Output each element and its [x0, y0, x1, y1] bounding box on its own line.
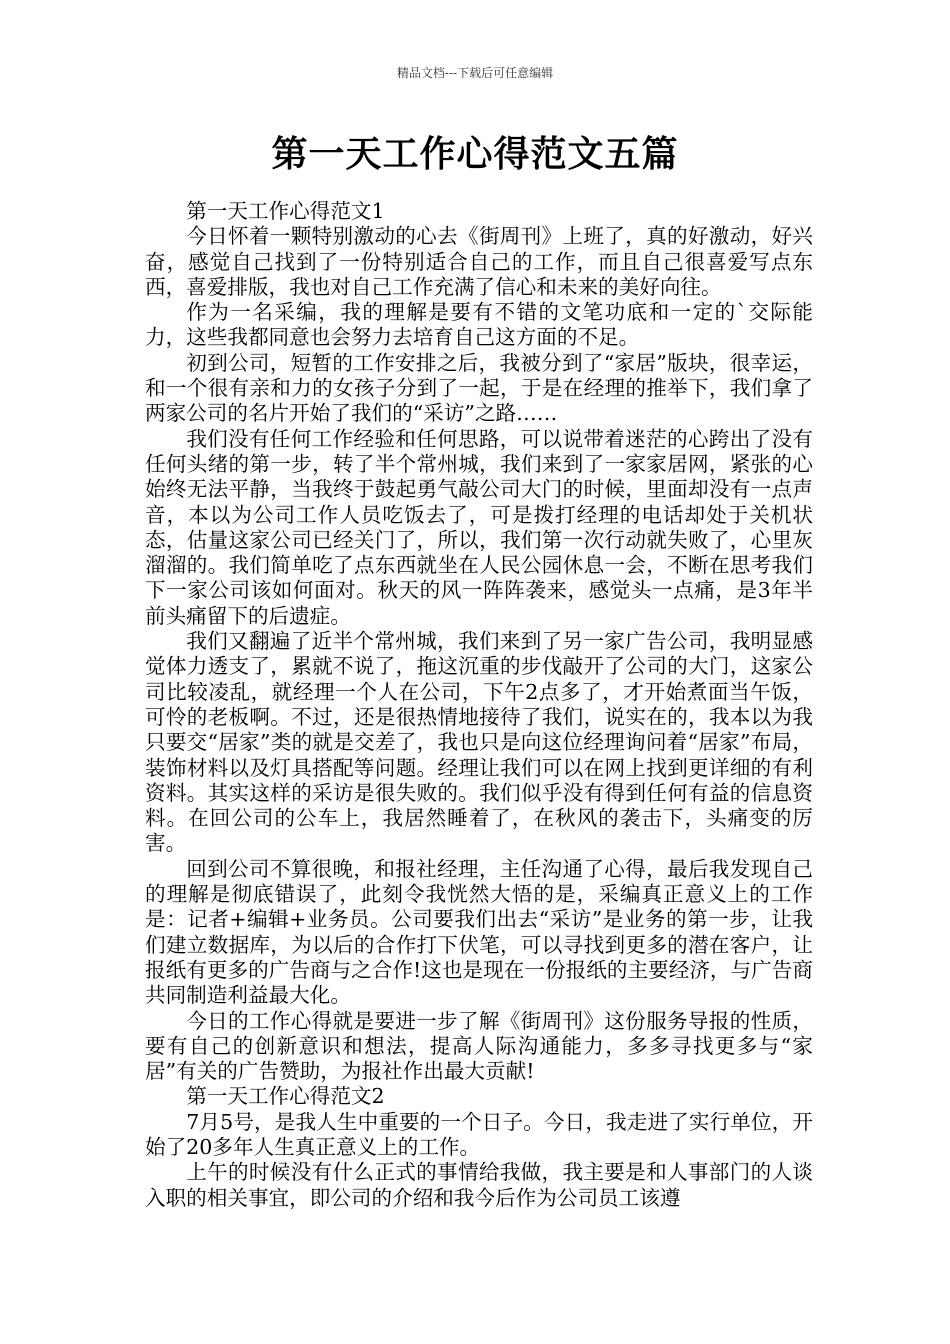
header-note: 精品文档---下载后可任意编辑 [396, 66, 554, 80]
paragraph: 回到公司不算很晚，和报社经理，主任沟通了心得，最后我发现自己的理解是彻底错误了，此刻令我恍然大悟的是，采编真正意义上的工作是：记者+编辑+业务员。公司要我们出去“采访”是业务的第一步，让我们建立数据库，为以后的合作打下伏笔，可以寻找到更多的潜在客户，让报纸有更多的广告商与之合作!这也是现在一份报纸的主要经济，与广告商共同制造利益最大化。 [145, 856, 813, 1008]
section-heading: 第一天工作心得范文2 [186, 1084, 385, 1109]
paragraph: 今日的工作心得就是要进一步了解《街周刊》这份服务导报的性质，要有自己的创新意识和想法，提高人际沟通能力，多多寻找更多与“家居”有关的广告赞助，为报社作出最大贡献! [145, 1008, 813, 1084]
paragraph: 我们没有任何工作经验和任何思路，可以说带着迷茫的心跨出了没有任何头绪的第一步，转了半个常州城，我们来到了一家家居网，紧张的心始终无法平静，当我终于鼓起勇气敲公司大门的时候，里面却没有一点声音，本以为公司工作人员吃饭去了，可是拨打经理的电话却处于关机状态，估量这家公司已经关门了，所以，我们第一次行动就失败了，心里灰溜溜的。我们简单吃了点东西就坐在人民公园休息一会，不断在思考我们下一家公司该如何面对。秋天的风一阵阵袭来，感觉头一点痛，是3年半前头痛留下的后遗症。 [145, 426, 813, 628]
paragraph: 作为一名采编，我的理解是要有不错的文笔功底和一定的`交际能力，这些我都同意也会努力去培育自己这方面的不足。 [145, 300, 813, 350]
paragraph: 7月5号，是我人生中重要的一个日子。今日，我走进了实行单位，开始了20多年人生真正意义上的工作。 [145, 1109, 813, 1159]
document-body [145, 199, 813, 1211]
paragraph: 初到公司，短暂的工作安排之后，我被分到了“家居”版块，很幸运，和一个很有亲和力的女孩子分到了一起，于是在经理的推举下，我们拿了两家公司的名片开始了我们的“采访”之路…… [145, 350, 813, 426]
section-heading: 第一天工作心得范文1 [186, 199, 385, 223]
paragraph: 今日怀着一颗特别激动的心去《街周刊》上班了，真的好激动，好兴奋，感觉自己找到了一份特别适合自己的工作，而且自己很喜爱写点东西，喜爱排版，我也对自己工作充满了信心和未来的美好向往。 [145, 224, 813, 299]
paragraph: 我们又翻遍了近半个常州城，我们来到了另一家广告公司，我明显感觉体力透支了，累就不说了，拖这沉重的步伐敲开了公司的大门，这家公司比较凌乱，就经理一个人在公司，下午2点多了，才开始煮面当午饭，可怜的老板啊。不过，还是很热情地接待了我们，说实在的，我本以为我只要交“居家”类的就是交差了，我也只是向这位经理询问着“居家”布局，装饰材料以及灯具搭配等问题。经理让我们可以在网上找到更详细的有利资料。其实这样的采访是很失败的。我们似乎没有得到任何有益的信息资料。在回公司的公车上，我居然睡着了，在秋风的袭击下，头痛变的厉害。 [145, 629, 813, 856]
paragraph: 上午的时候没有什么正式的事情给我做，我主要是和人事部门的人谈入职的相关事宜，即公司的介绍和我今后作为公司员工该遵 [145, 1160, 813, 1210]
document-title: 第一天工作心得范文五篇 [271, 134, 679, 175]
